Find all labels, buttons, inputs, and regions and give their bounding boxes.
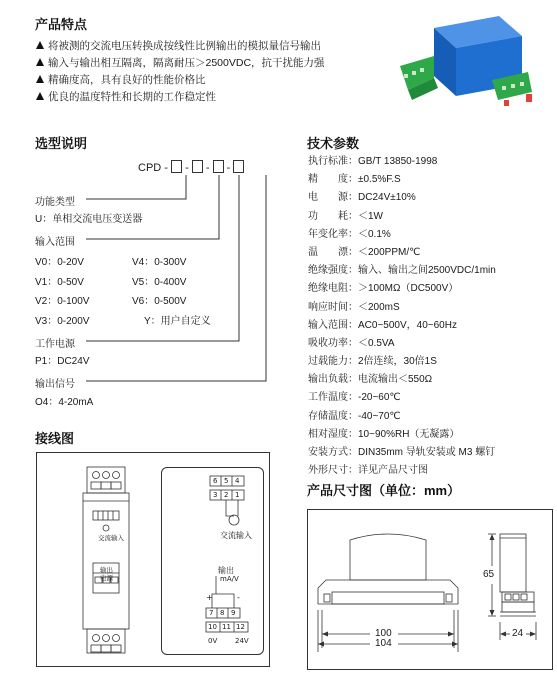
- ac-input-label: 交流输入: [220, 531, 252, 540]
- zero-volt-label: 0V: [208, 637, 218, 645]
- input-range-list: [35, 253, 211, 331]
- terminal-schematic: [161, 467, 264, 655]
- spec-row: 工作温度：-20~60℃: [308, 392, 401, 404]
- dimension-drawing: [308, 510, 552, 669]
- spec-row: 输出负载：电流输出＜550Ω: [308, 374, 433, 386]
- dim-24-label: 24: [512, 628, 524, 639]
- dim-65-label: 65: [483, 569, 495, 580]
- dim-100-label: 100: [375, 628, 392, 639]
- range-row: V0：0-20V V4：0-300V: [35, 257, 187, 268]
- power-label: 工作电源: [35, 339, 75, 350]
- range-row: V2：0-100V V6：0-500V: [35, 296, 187, 307]
- power-value: P1：DC24V: [35, 356, 90, 367]
- minus-sign: -: [237, 593, 240, 602]
- specs-title: 技术参数: [307, 136, 360, 151]
- spec-row: 功 耗：＜1W: [308, 210, 383, 222]
- terminal-3: 3: [213, 491, 218, 499]
- terminal-11: 11: [222, 623, 231, 631]
- function-label: 功能类型: [35, 197, 75, 208]
- terminal-4: 4: [235, 477, 240, 485]
- terminal-1: 1: [235, 491, 240, 499]
- dimensions-title: 产品尺寸图（单位：mm）: [307, 483, 461, 498]
- terminal-5: 5: [224, 477, 229, 485]
- input-range-label: 输入范围: [35, 237, 75, 248]
- spec-row: 响应时间：＜200mS: [308, 301, 400, 313]
- range-row: V1：0-50V V5：0-400V: [35, 276, 187, 288]
- specs-table: [308, 153, 496, 480]
- spec-row: 存储温度：-40~70℃: [308, 410, 401, 422]
- output-value: O4：4-20mA: [35, 397, 94, 408]
- selection-title: 选型说明: [35, 136, 88, 151]
- spec-row: 年变化率：＜0.1%: [308, 228, 391, 240]
- function-value: U：单相交流电压变送器: [35, 214, 143, 225]
- wiring-title: 接线图: [35, 431, 75, 446]
- feature-item: 输入与输出相互隔离，隔离耐压＞2500VDC，抗干扰能力强: [36, 55, 325, 72]
- module-side-view: [81, 465, 131, 655]
- terminal-10: 10: [208, 623, 217, 631]
- dim-104-label: 104: [375, 638, 392, 649]
- spec-row: 过载能力：2倍连续，30倍1S: [308, 356, 437, 368]
- dimensions-frame: [307, 509, 553, 670]
- spec-row: 电 源：DC24V±10%: [308, 192, 416, 204]
- output-signal-label: 输出: [218, 566, 234, 575]
- feature-item: 精确度高，具有良好的性能价格比: [36, 72, 325, 89]
- terminal-7: 7: [209, 609, 214, 617]
- terminal-12: 12: [236, 623, 245, 631]
- spec-row: 外形尺寸：详见产品尺寸图: [308, 465, 428, 477]
- wiring-frame: [36, 452, 270, 667]
- spec-row: 温 漂：＜200PPM/℃: [308, 246, 421, 258]
- 24-volt-label: 24V: [235, 637, 249, 645]
- range-row: V3：0-200V Y：用户自定义: [35, 315, 211, 327]
- plus-sign: +: [206, 593, 213, 602]
- spec-row: 吸收功率：＜0.5VA: [308, 337, 395, 349]
- terminal-6: 6: [213, 477, 218, 485]
- features-title: 产品特点: [35, 17, 88, 32]
- output-label: 输出信号: [35, 379, 75, 390]
- module-power-label: 电源: [100, 574, 113, 582]
- spec-row: 相对湿度：10~90%RH（无凝露）: [308, 428, 460, 440]
- spec-row: 绝缘电阻：＞100MΩ（DC500V）: [308, 283, 459, 295]
- terminal-9: 9: [231, 609, 236, 617]
- spec-row: 绝缘强度：输入、输出之间2500VDC/1min: [308, 265, 496, 277]
- ma-v-label: mA/V: [220, 575, 239, 583]
- spec-row: 精 度：±0.5%F.S: [308, 174, 401, 186]
- spec-row: 执行标准：GB/T 13850-1998: [308, 156, 438, 167]
- model-code: CPD - - - -: [138, 160, 244, 174]
- feature-item: 将被测的交流电压转换成按线性比例输出的模拟量信号输出: [36, 38, 325, 55]
- spec-row: 安装方式：DIN35mm 导轨安装或 M3 螺钉: [308, 447, 496, 458]
- module-output-label: 输出: [100, 566, 113, 574]
- spec-row: 输入范围：AC0~500V，40~60Hz: [308, 319, 457, 331]
- module-ac-input-label: 交流输入: [98, 534, 124, 542]
- terminal-2: 2: [224, 491, 229, 499]
- terminal-8: 8: [220, 609, 225, 617]
- feature-item: 优良的温度特性和长期的工作稳定性: [36, 89, 325, 106]
